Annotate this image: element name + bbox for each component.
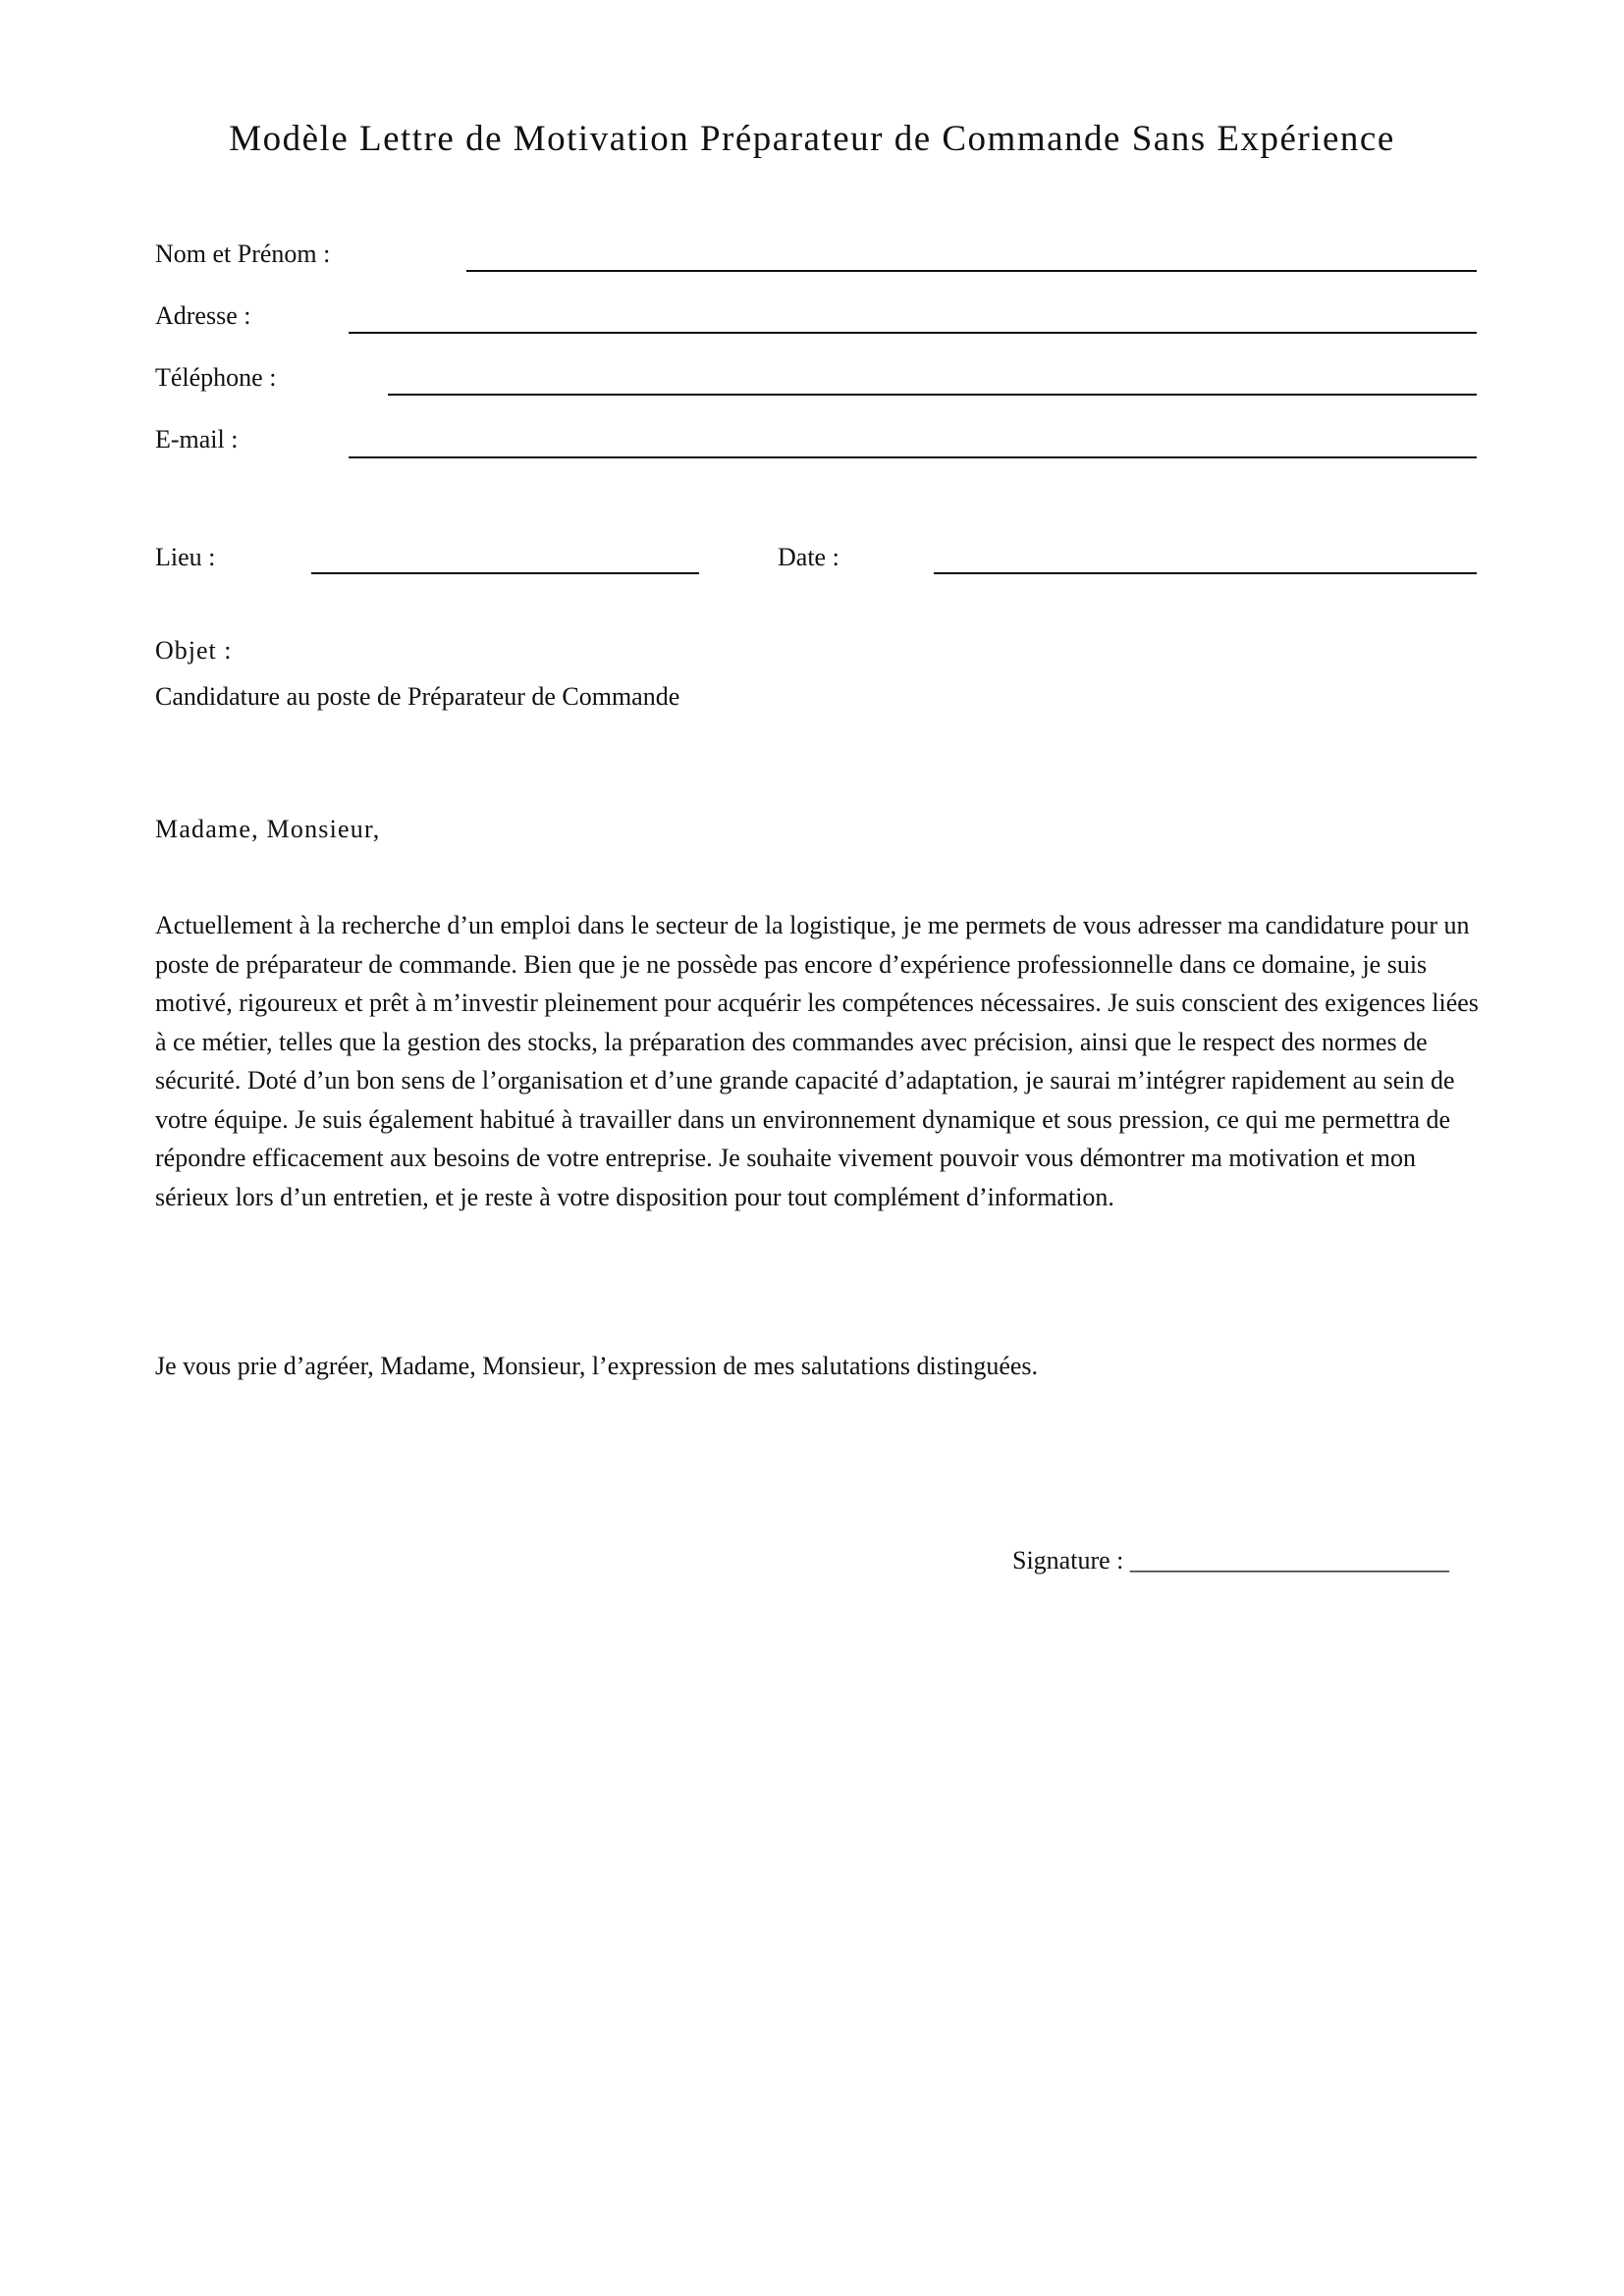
phone-blank-line [388,394,1477,396]
name-blank-line [466,270,1477,272]
letter-body: Actuellement à la recherche d’un emploi dans le secteur de la logistique, je me permets de vous adresser ma candidature pour un poste de préparateur de commande. Bien que je ne possède pas encore d’expérience professionnelle dans ce domaine, je suis motivé, rigoureux et prêt à m’investir pleinement pour acquérir les compétences nécessaires. Je suis conscient des exigences liées à ce métier, telles que la gestion des stocks, la préparation des commandes avec précision, ainsi que le respect des normes de sécurité. Doté d’un bon sens de l’organisation et d’une grande capacité d’adaptation, je saurai m’intégrer rapidement au sein de votre équipe. Je suis également habitué à travailler dans un environnement dynamique et sous pression, ce qui me permettra de répondre efficacement aux besoins de votre entreprise. Je souhaite vivement pouvoir vous démontrer ma motivation et mon sérieux lors d’un entretien, et je reste à votre disposition pour tout complément d’information. [155,911,1479,1211]
subject-label: Objet : [155,636,233,665]
email-label: E-mail : [155,425,239,454]
address-blank-line [349,332,1477,334]
place-label: Lieu : [155,543,216,571]
place-blank-line [311,572,699,574]
signature-line: Signature : _________________________ [1012,1546,1449,1575]
address-label: Adresse : [155,301,251,330]
phone-label: Téléphone : [155,363,277,392]
salutation: Madame, Monsieur, [155,815,381,843]
date-label: Date : [778,543,839,571]
closing-formula: Je vous prie d’agréer, Madame, Monsieur, l’expression de mes salutations distinguées. [155,1352,1039,1380]
subject-text: Candidature au poste de Préparateur de Commande [155,682,680,711]
name-label: Nom et Prénom : [155,240,331,268]
email-blank-line [349,456,1477,458]
document-title: Modèle Lettre de Motivation Préparateur de Commande Sans Expérience [229,119,1395,159]
date-blank-line [934,572,1477,574]
